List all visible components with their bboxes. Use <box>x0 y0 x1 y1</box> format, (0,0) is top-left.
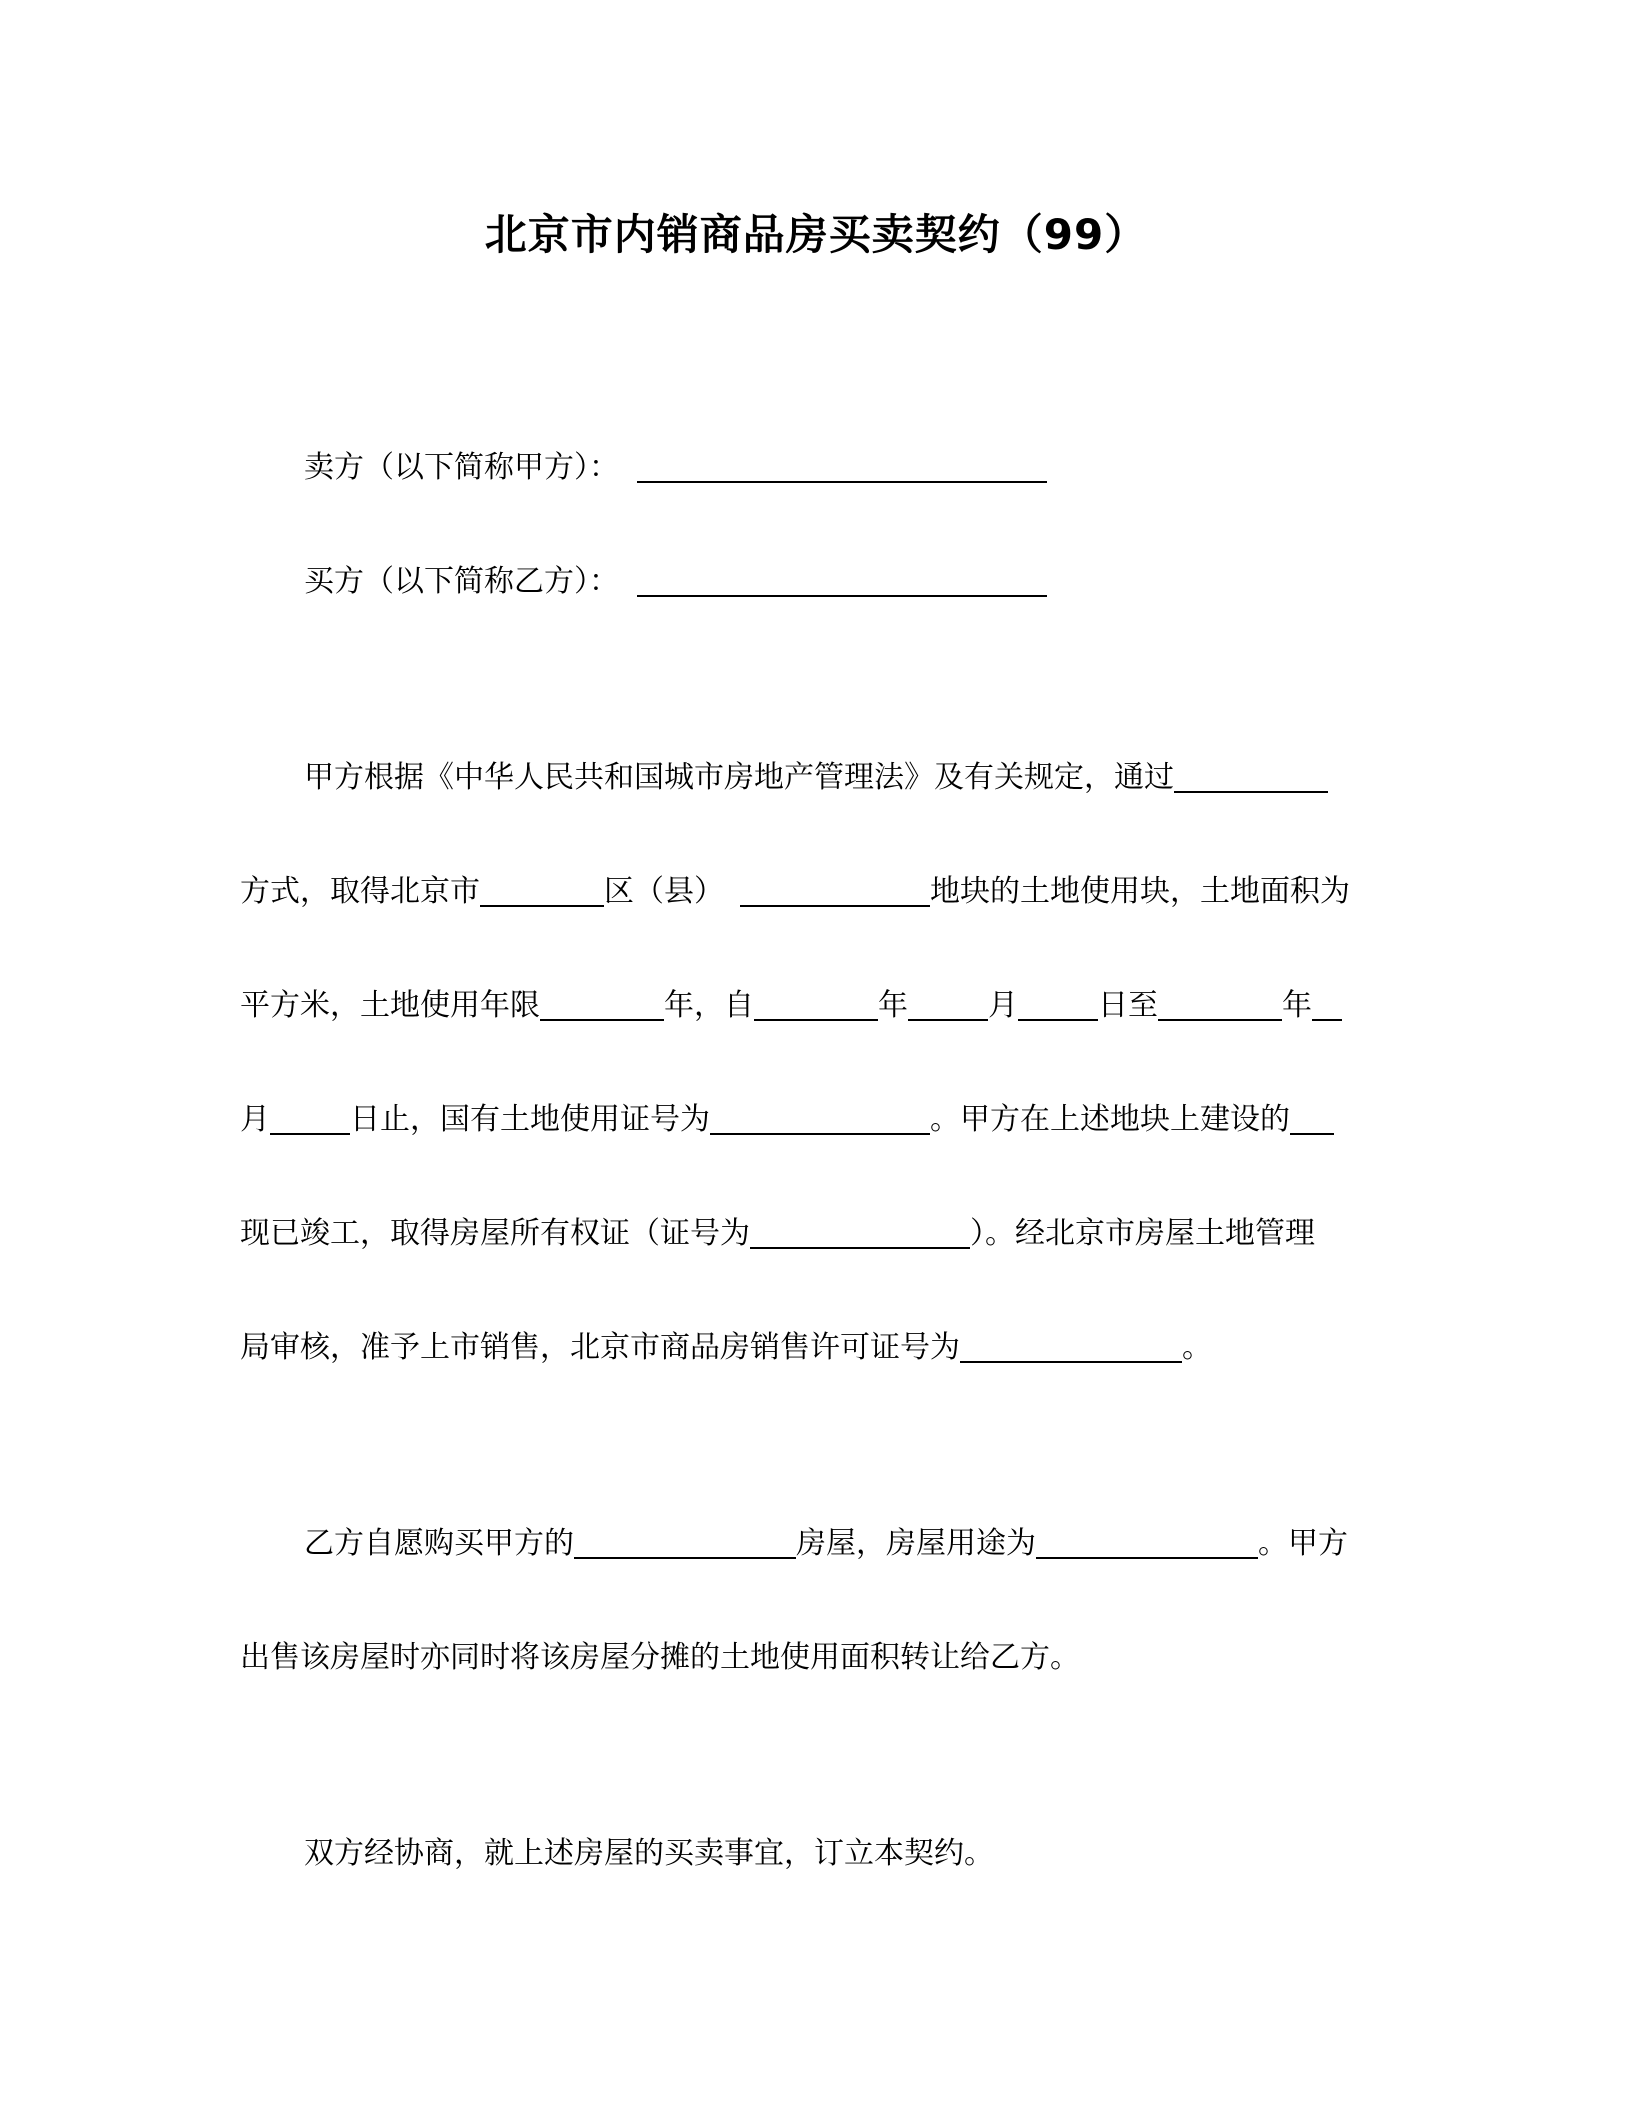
p1-text: ）。经北京市房屋土地管理 <box>970 1216 1315 1251</box>
page-title: 北京市内销商品房买卖契约（99） <box>484 210 1148 259</box>
paragraph1-line5 <box>240 1212 1390 1256</box>
land-cert-blank[interactable] <box>710 1099 930 1135</box>
plot-blank[interactable] <box>740 871 930 907</box>
paragraph2-line1 <box>240 1522 1454 1566</box>
p1-text: 方式，取得北京市 <box>240 874 480 909</box>
p1-text: 区（县） <box>604 874 724 909</box>
p1-text: 年 <box>1282 988 1312 1023</box>
p2-text: 乙方自愿购买甲方的 <box>304 1526 574 1561</box>
years-blank[interactable] <box>540 985 664 1021</box>
p1-text: 。 <box>1182 1330 1212 1365</box>
method-blank[interactable] <box>1174 757 1328 793</box>
p1-text: 日至 <box>1098 988 1158 1023</box>
seller-label: 卖方（以下简称甲方）： <box>304 450 619 485</box>
seller-line <box>240 446 1454 490</box>
p2-text: 房屋，房屋用途为 <box>796 1526 1036 1561</box>
p1-text: 地块的土地使用块，土地面积为 <box>930 874 1350 909</box>
buyer-label: 买方（以下简称乙方）： <box>304 564 619 599</box>
end-month-blank[interactable] <box>1312 985 1342 1021</box>
p1-text: 年，自 <box>664 988 754 1023</box>
start-day-blank[interactable] <box>1018 985 1098 1021</box>
paragraph1-line1 <box>240 756 1454 800</box>
p1-text: 局审核，准予上市销售，北京市商品房销售许可证号为 <box>240 1330 960 1365</box>
start-month-blank[interactable] <box>908 985 988 1021</box>
building-blank[interactable] <box>1290 1099 1334 1135</box>
start-year-blank[interactable] <box>754 985 878 1021</box>
seller-name-blank[interactable] <box>637 447 1047 483</box>
usage-blank[interactable] <box>1036 1523 1258 1559</box>
buyer-name-blank[interactable] <box>637 561 1047 597</box>
paragraph1-line2 <box>240 870 1390 914</box>
p3-text: 双方经协商，就上述房屋的买卖事宜，订立本契约。 <box>304 1836 994 1871</box>
p2-text: 出售该房屋时亦同时将该房屋分摊的土地使用面积转让给乙方。 <box>240 1640 1080 1675</box>
p2-text: 。甲方 <box>1258 1526 1348 1561</box>
p1-text: 年 <box>878 988 908 1023</box>
p1-text: 平方米，土地使用年限 <box>240 988 540 1023</box>
house-blank[interactable] <box>574 1523 796 1559</box>
p1-text: 月 <box>240 1102 270 1137</box>
p1-text: 现已竣工，取得房屋所有权证（证号为 <box>240 1216 750 1251</box>
p1-text: 甲方根据《中华人民共和国城市房地产管理法》及有关规定，通过 <box>304 760 1174 795</box>
end-year-blank[interactable] <box>1158 985 1282 1021</box>
p1-text: 月 <box>988 988 1018 1023</box>
district-blank[interactable] <box>480 871 604 907</box>
p1-text: 日止，国有土地使用证号为 <box>350 1102 710 1137</box>
paragraph1-line3 <box>240 984 1390 1028</box>
ownership-cert-blank[interactable] <box>750 1213 970 1249</box>
p1-text: 。甲方在上述地块上建设的 <box>930 1102 1290 1137</box>
paragraph1-line6 <box>240 1326 1390 1370</box>
sales-permit-blank[interactable] <box>960 1327 1182 1363</box>
paragraph1-line4 <box>240 1098 1390 1142</box>
paragraph2-line2 <box>240 1636 1390 1680</box>
paragraph3-line1 <box>240 1832 1454 1876</box>
end-day-blank[interactable] <box>270 1099 350 1135</box>
buyer-line <box>240 560 1454 604</box>
